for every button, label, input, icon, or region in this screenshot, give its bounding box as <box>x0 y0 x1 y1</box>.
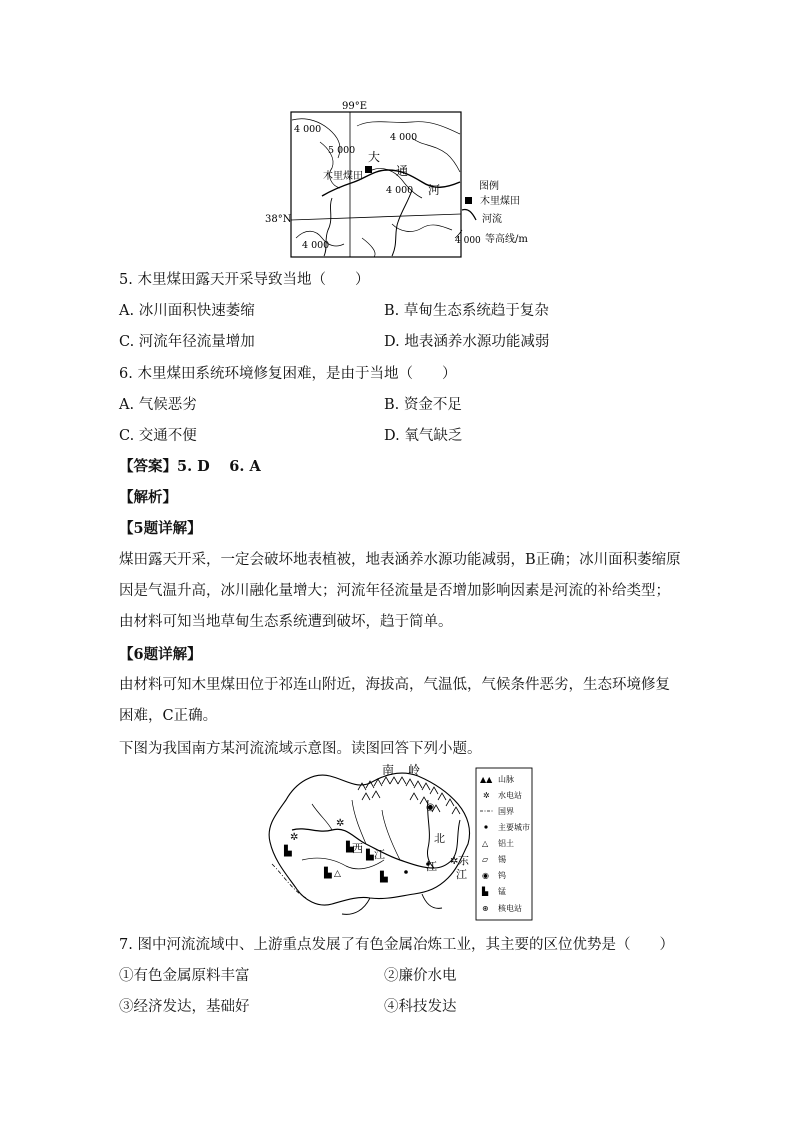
bauxite-icon: △ <box>334 869 341 879</box>
legend-item: 水电站 <box>498 791 522 800</box>
manganese-icon: ▙ <box>324 868 332 879</box>
hydropower-station-icon: ✲ <box>336 818 345 829</box>
legend-item: 国界 <box>498 807 514 816</box>
legend-item: 锡 <box>498 855 506 864</box>
manganese-icon: ▙ <box>346 842 354 853</box>
manganese-icon: ▙ <box>284 846 292 857</box>
legend-hydropower-icon: ✲ <box>483 791 490 800</box>
national-border <box>272 864 306 898</box>
lon-label: 99°E <box>342 101 368 112</box>
contour-label: 4 000 <box>294 124 322 135</box>
river-name-char: 河 <box>428 183 441 197</box>
contour-label: 5 000 <box>328 145 356 156</box>
city-dot <box>404 870 408 874</box>
legend-coalfield-icon <box>465 197 472 204</box>
nuclear-station-icon: ✲ <box>450 856 459 867</box>
legend-item: 主要城市 <box>498 823 530 832</box>
legend-nuclear-icon: ⊛ <box>482 904 489 913</box>
map-label: 北 <box>434 832 445 845</box>
legend-city-icon <box>484 825 487 828</box>
q7-option-1: ①有色金属原料丰富 <box>119 968 250 984</box>
q7-option-3: ③经济发达，基础好 <box>119 999 250 1015</box>
q6-option-b: B. 资金不足 <box>384 397 462 413</box>
contour-line <box>412 138 460 172</box>
map-muli-coalfield <box>262 98 542 260</box>
legend-river-icon <box>462 209 476 220</box>
legend-tin-icon: ▱ <box>482 855 489 864</box>
map-label: 西 <box>352 842 363 855</box>
legend-item: 等高线/m <box>485 234 528 245</box>
q6-option-c: C. 交通不便 <box>119 428 197 444</box>
question-6-stem: 6. 木里煤田系统环境修复困难，是由于当地（ ） <box>119 366 457 382</box>
manganese-icon: ▙ <box>366 850 374 861</box>
parallel-38n <box>291 214 461 220</box>
question-5-stem: 5. 木里煤田露天开采导致当地（ ） <box>119 272 370 288</box>
q5-option-c: C. 河流年径流量增加 <box>119 334 255 350</box>
legend-item: 木里煤田 <box>480 196 520 207</box>
legend-mountain-icon: ▲▲ <box>480 775 493 784</box>
answer-line: 【答案】5. D 6. A <box>119 458 261 475</box>
manganese-icon: ▙ <box>380 872 388 883</box>
q7-option-4: ④科技发达 <box>384 999 457 1015</box>
q5-option-b: B. 草甸生态系统趋于复杂 <box>384 303 549 319</box>
place-label: 木里煤田 <box>323 171 363 182</box>
map-label: 江 <box>426 860 437 873</box>
legend-title: 图例 <box>479 181 499 192</box>
legend-item: 锰 <box>498 887 506 896</box>
question-7-stem: 7. 图中河流流域中、上游重点发展了有色金属冶炼工业，其主要的区位优势是（ ） <box>119 937 674 953</box>
map-label: 江 <box>456 868 467 881</box>
legend-bauxite-icon: △ <box>482 839 489 848</box>
q5-option-d: D. 地表涵养水源功能减弱 <box>384 334 550 350</box>
legend-item: 山脉 <box>498 775 514 784</box>
coalfield-marker <box>365 166 372 173</box>
intro-question-group: 下图为我国南方某河流流域示意图。读图回答下列小题。 <box>119 741 482 757</box>
mountain-range <box>358 777 460 814</box>
map-label: 南 <box>382 763 395 777</box>
hydropower-station-icon: ✲ <box>290 832 299 843</box>
q6-option-d: D. 氧气缺乏 <box>384 428 463 444</box>
legend-item: 铝土 <box>498 839 514 848</box>
legend-contour-value: 4 000 <box>455 236 481 246</box>
legend-tungsten-icon: ◉ <box>482 871 489 880</box>
map-label: 岭 <box>408 763 421 777</box>
contour-line <box>392 224 452 231</box>
contour-label: 4 000 <box>302 240 330 251</box>
q7-option-2: ②廉价水电 <box>384 968 457 984</box>
legend-item: 河流 <box>482 214 502 225</box>
q5-option-a: A. 冰川面积快速萎缩 <box>119 303 255 319</box>
contour-label: 4 000 <box>390 132 418 143</box>
river-name-char: 大 <box>368 150 381 164</box>
legend-manganese-icon: ▙ <box>482 887 489 896</box>
legend-item: 核电站 <box>498 904 522 913</box>
q6-option-a: A. 气候恶劣 <box>119 397 197 413</box>
river-xijiang <box>292 829 434 868</box>
contour-label: 4 000 <box>386 185 414 196</box>
detail-5-heading: 【5题详解】 <box>119 520 202 537</box>
tungsten-icon: ◉ <box>426 802 435 813</box>
map-southern-river-basin <box>262 760 537 922</box>
legend-item: 钨 <box>498 871 506 880</box>
detail-6-heading: 【6题详解】 <box>119 646 202 663</box>
contour-line <box>362 238 375 257</box>
detail-6-text: 由材料可知木里煤田位于祁连山附近，海拔高，气温低，气候条件恶劣，生态环境修复困难，C正确。 <box>119 677 670 724</box>
map-label: 东 <box>458 854 469 867</box>
analysis-heading: 【解析】 <box>119 489 177 506</box>
map-label: 江 <box>374 848 385 861</box>
river-name-char: 通 <box>396 164 409 178</box>
lat-label: 38°N <box>265 214 292 225</box>
detail-5-text: 煤田露天开采，一定会破坏地表植被，地表涵养水源功能减弱，B正确；冰川面积萎缩原因是气温升高，冰川融化量增大；河流年径流量是否增加影响因素是河流的补给类型；由材料可知当地草甸生态系统遭到破坏，趋于简单。 <box>119 552 681 630</box>
river-tributary <box>392 190 412 256</box>
